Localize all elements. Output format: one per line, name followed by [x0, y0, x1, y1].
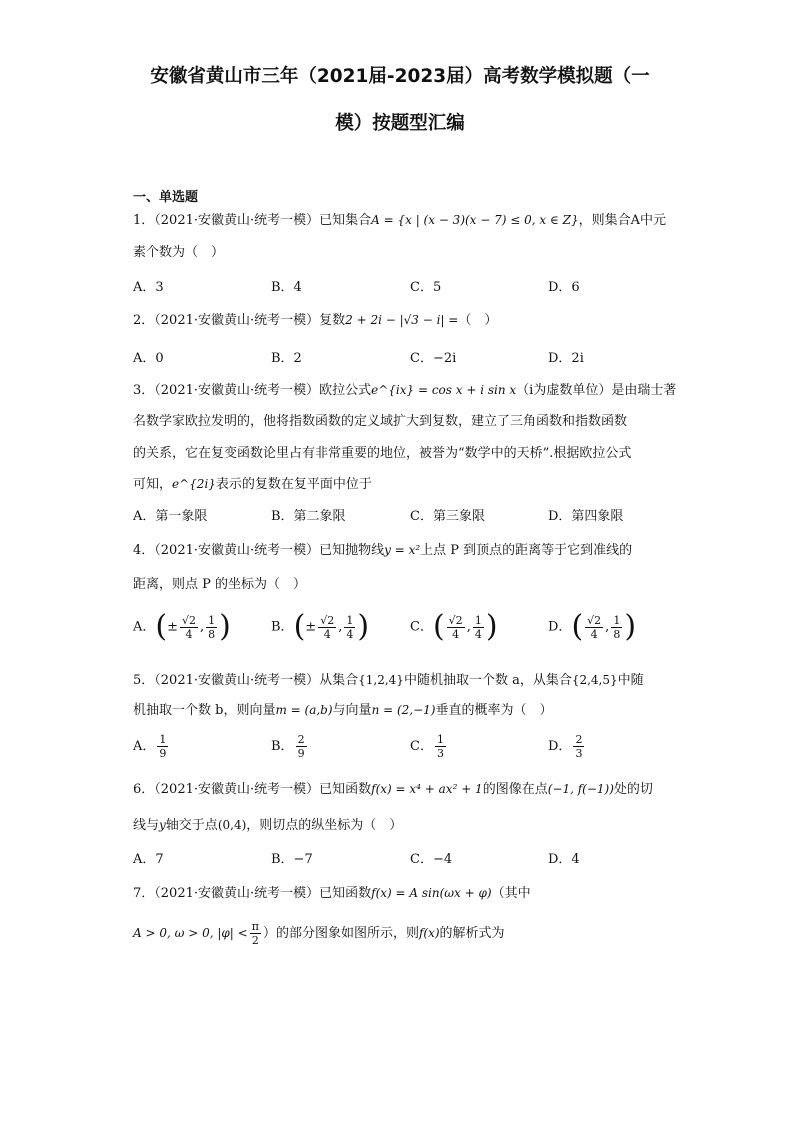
question-7-condition: A > 0, ω > 0, |φ| < [133, 926, 248, 940]
option-c [410, 733, 448, 760]
question-4-line-1 [133, 540, 663, 561]
question-1-stem: 1．（2021·安徽黄山·统考一模）已知集合 [133, 213, 372, 228]
question-3-math: e^{ix} = cos x + i sin x [371, 383, 517, 397]
option-b [271, 733, 309, 760]
question-6-math: f(x) = x⁴ + ax² + 1 [371, 782, 483, 796]
question-6-line-2-c: ，则切点的纵坐标为（ ） [246, 818, 403, 833]
option-label: D． [548, 739, 572, 754]
frac-den: 8 [208, 627, 216, 641]
frac-num: π [251, 920, 259, 933]
question-7-line-1 [133, 883, 663, 904]
frac-den: 3 [575, 747, 583, 760]
option-c: C．( $\frac{√2}{4}$ , $\frac{1}{4}$ ) [410, 609, 498, 644]
question-7-line-2-c: 的解析式为 [439, 926, 505, 941]
question-5-set-1: {1,2,4} [358, 673, 404, 687]
option-label: D． [548, 619, 572, 635]
question-6-stem: 6．（2021·安徽黄山·统考一模）已知函数 [133, 782, 372, 797]
option-c: C．5 [410, 280, 442, 295]
option-b: B．2 [271, 351, 302, 366]
question-1-line-2: 素个数为（ ） [133, 245, 225, 260]
question-3-stem-cont: （i为虚数单位）是由瑞士著 [516, 383, 677, 398]
question-7-stem-cont: （其中 [491, 886, 531, 901]
question-7-line-2 [133, 920, 663, 954]
option-d: D．( $\frac{√2}{4}$ , $\frac{1}{8}$ ) [548, 609, 637, 644]
frac-num: 1 [436, 733, 444, 746]
question-5-stem-cont: 中随机抽取一个数 a，从集合 [403, 673, 572, 688]
question-6-point-2: (0,4) [217, 818, 247, 832]
question-5-line-2-b: 与向量 [332, 703, 372, 718]
question-2-paren: （ ） [458, 313, 498, 328]
question-5-stem: 5．（2021·安徽黄山·统考一模）从集合 [133, 673, 359, 688]
option-b: B．4 [271, 280, 302, 295]
question-3-line-4-b: 表示的复数在复平面中位于 [215, 477, 372, 492]
frac-den: 4 [185, 627, 193, 641]
frac-num: 1 [613, 613, 621, 627]
frac-den: 4 [452, 627, 460, 641]
frac-num: 2 [297, 733, 305, 746]
option-sign: ± [167, 619, 179, 635]
option-a: A．(± $\frac{√2}{4}$ , $\frac{1}{8}$ ) [133, 609, 231, 644]
question-7-math: f(x) = A sin(ωx + φ) [371, 886, 492, 900]
option-b: B．(± $\frac{√2}{4}$ , $\frac{1}{4}$ ) [271, 609, 370, 644]
option-d: D．6 [548, 280, 580, 295]
question-6-line-2-b: 轴交于点 [165, 818, 218, 833]
frac-den: 9 [297, 747, 305, 760]
option-b: B．−7 [271, 852, 313, 867]
question-5-line-2 [133, 700, 663, 721]
option-label: A． [133, 739, 156, 754]
question-4-line-2: 距离，则点 P 的坐标为（ ） [133, 577, 307, 592]
frac-den: 4 [323, 627, 331, 641]
question-3-options [133, 505, 663, 527]
frac-num: 1 [346, 613, 354, 627]
title-line-2: 模）按题型汇编 [335, 113, 465, 134]
question-5-line-2-a: 机抽取一个数 b，则向量 [133, 703, 276, 718]
question-7-stem: 7．（2021·安徽黄山·统考一模）已知函数 [133, 886, 372, 901]
question-6-line-2-a: 线与 [133, 818, 160, 833]
question-5-stem-end: 中随 [617, 673, 644, 688]
option-a [133, 733, 170, 760]
option-d: D．第四象限 [548, 509, 624, 524]
option-c: C．第三象限 [410, 509, 485, 524]
option-d: D．2i [548, 351, 584, 366]
option-d: D．4 [548, 852, 580, 867]
option-a: A．7 [133, 852, 164, 867]
option-sign: ± [305, 619, 317, 635]
frac-den: 8 [613, 627, 621, 641]
question-1-math: A = {x | (x − 3)(x − 7) ≤ 0, x ∈ Z} [371, 213, 579, 227]
question-2-stem: 2．（2021·安徽黄山·统考一模）复数 [133, 313, 346, 328]
question-4-stem-cont: 上点 P 到顶点的距离等于它到准线的 [420, 543, 633, 558]
question-6-axis: y [159, 818, 166, 832]
question-6-stem-cont: 的图像在点 [482, 782, 548, 797]
frac-num: √2 [587, 613, 602, 627]
question-1-line-1 [133, 210, 667, 231]
question-6-line-2 [133, 815, 663, 836]
question-4-options [133, 609, 663, 652]
question-3-line-3: 的关系，它在复变函数论里占有非常重要的地位，被誉为“数学中的天桥”.根据欧拉公式 [133, 446, 632, 461]
frac-den: 9 [159, 747, 167, 760]
frac-num: √2 [320, 613, 335, 627]
frac-den: 3 [436, 747, 444, 760]
vector-m: m = (a,b) [275, 703, 333, 717]
question-2-math: 2 + 2i − |√3 − i| = [345, 313, 459, 327]
question-4-math: y = x² [384, 543, 421, 557]
title-line-1: 安徽省黄山市三年（2021届-2023届）高考数学模拟题（一 [150, 66, 650, 87]
frac-num: √2 [182, 613, 197, 627]
question-3-line-1 [133, 380, 677, 401]
option-c: C．−2i [410, 351, 457, 366]
frac-den: 4 [474, 627, 482, 641]
question-5-options [133, 733, 663, 765]
question-1-options [133, 276, 663, 298]
question-7-fx: f(x) [418, 926, 440, 940]
question-1-stem-cont: ，则集合A中元 [578, 213, 667, 228]
question-7-line-2-b: ）的部分图象如图所示，则 [262, 926, 419, 941]
question-6-options [133, 848, 663, 870]
vector-n: n = (2,−1) [371, 703, 436, 717]
frac-num: 1 [208, 613, 216, 627]
question-5-line-1 [133, 670, 663, 691]
frac-num: 1 [474, 613, 482, 627]
option-label: B． [271, 619, 294, 635]
option-d [548, 733, 586, 760]
question-6-point: (−1, f(−1)) [547, 782, 614, 796]
frac-den: 2 [251, 934, 259, 947]
option-a: A．第一象限 [133, 509, 208, 524]
question-3-line-4-math: e^{2i} [172, 477, 216, 491]
question-6-stem-end: 处的切 [613, 782, 653, 797]
question-2-options [133, 347, 663, 369]
frac-num: 2 [575, 733, 583, 746]
frac-num: √2 [448, 613, 463, 627]
question-3-line-4 [133, 474, 663, 495]
frac-den: 4 [346, 627, 354, 641]
option-b: B．第二象限 [271, 509, 346, 524]
question-3-line-4-a: 可知， [133, 477, 173, 492]
question-3-line-2: 名数学家欧拉发明的，他将指数函数的定义域扩大到复数，建立了三角函数和指数函数 [133, 414, 628, 429]
option-label: B． [271, 739, 294, 754]
section-heading: 一、单选题 [133, 190, 199, 205]
option-label: C． [410, 739, 433, 754]
question-4-stem: 4．（2021·安徽黄山·统考一模）已知抛物线 [133, 543, 385, 558]
question-6-line-1 [133, 779, 663, 800]
option-label: C． [410, 619, 433, 635]
option-a: A．3 [133, 280, 164, 295]
question-2-line-1 [133, 310, 663, 331]
question-5-set-2: {2,4,5} [571, 673, 618, 687]
question-3-stem: 3．（2021·安徽黄山·统考一模）欧拉公式 [133, 383, 372, 398]
frac-den: 4 [590, 627, 598, 641]
option-c: C．−4 [410, 852, 453, 867]
option-a: A．0 [133, 351, 164, 366]
frac-num: 1 [159, 733, 167, 746]
option-label: A． [133, 619, 156, 635]
question-5-line-2-c: 垂直的概率为（ ） [435, 703, 553, 718]
